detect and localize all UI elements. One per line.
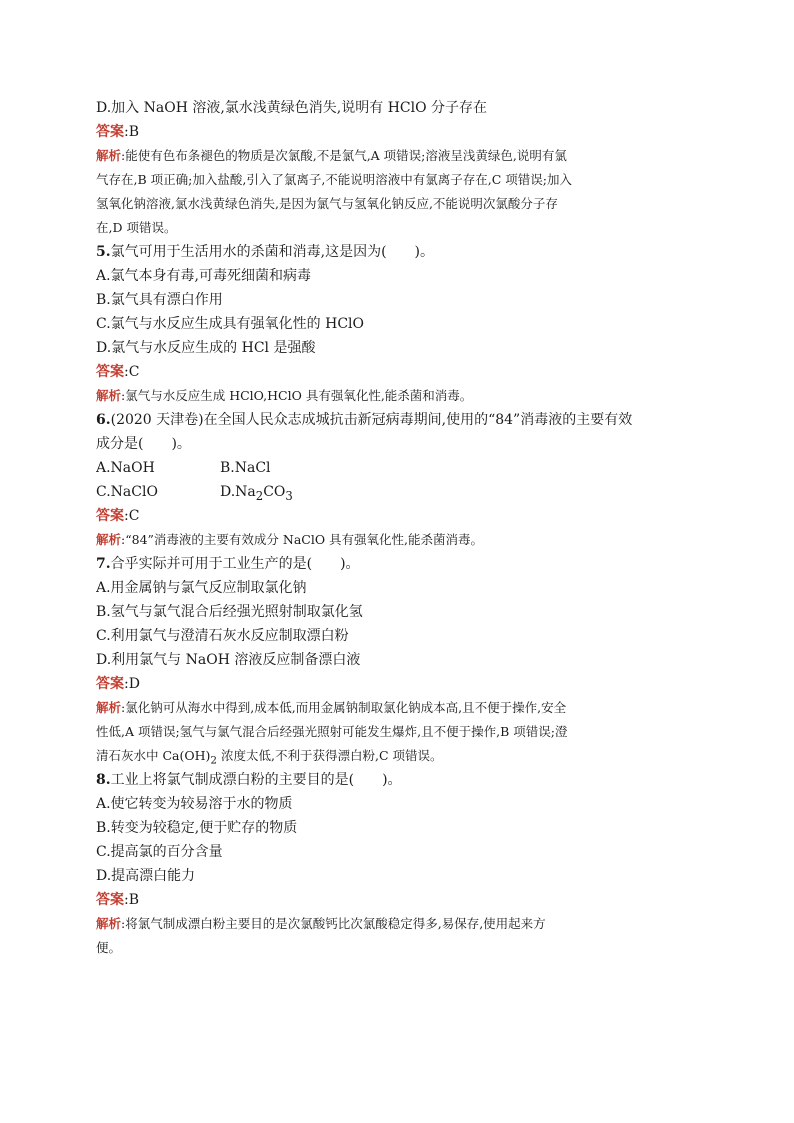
question-number: 5. <box>96 244 111 260</box>
answer-value: :C <box>124 364 140 380</box>
q5-option-b: B.氯气具有漂白作用 <box>96 292 223 308</box>
q8-option-b: B.转变为较稳定,便于贮存的物质 <box>96 820 298 836</box>
q8-explanation-line-1: 解析:将氯气制成漂白粉主要目的是次氯酸钙比次氯酸稳定得多,易保存,使用起来方 <box>96 916 546 931</box>
explanation-label: 解析 <box>96 388 122 403</box>
q6-option-b: B.NaCl <box>220 460 271 476</box>
q4-explanation-line-1: 解析:能使有色布条褪色的物质是次氯酸,不是氯气,A 项错误;溶液呈浅黄绿色,说明有氯 <box>96 148 567 163</box>
explanation-label: 解析 <box>96 700 122 715</box>
q6-stem-line-1: 6.(2020 天津卷)在全国人民众志成城抗击新冠病毒期间,使用的“84”消毒液的主要有效 <box>96 412 633 428</box>
q7-explanation-line-3: 清石灰水中 $Ca(OH)_2$ 浓度太低,不利于获得漂白粉,C 项错误。 <box>96 748 443 767</box>
answer-value: :B <box>124 892 140 908</box>
answer-label: 答案 <box>96 676 124 692</box>
answer-label: 答案 <box>96 364 124 380</box>
q6-stem-line-2: 成分是( )。 <box>96 436 191 452</box>
q7-answer <box>96 672 696 696</box>
document-content <box>96 96 696 960</box>
q7-explanation-line-2: 性低,A 项错误;氢气与氯气混合后经强光照射可能发生爆炸,且不便于操作,B 项错误;澄 <box>96 724 568 739</box>
answer-label: 答案 <box>96 124 124 140</box>
q7-stem: 7.合乎实际并可用于工业生产的是( )。 <box>96 556 360 572</box>
answer-value: :C <box>124 508 140 524</box>
q6-explanation-line-1: 解析:“84”消毒液的主要有效成分 NaClO 具有强氧化性,能杀菌消毒。 <box>96 532 484 547</box>
q7-explanation-line-1: 解析:氯化钠可从海水中得到,成本低,而用金属钠制取氯化钠成本高,且不便于操作,安全 <box>96 700 567 715</box>
q4-explanation-line-2: 气存在,B 项正确;加入盐酸,引入了氯离子,不能说明溶液中有氯离子存在,C 项错误;加入 <box>96 172 573 187</box>
q4-answer <box>96 120 696 144</box>
q8-option-d: D.提高漂白能力 <box>96 868 196 884</box>
q6-option-d: $D.Na_2CO_3$ <box>220 484 293 503</box>
q5-option-a: A.氯气本身有毒,可毒死细菌和病毒 <box>96 268 312 284</box>
q7-option-d: D.利用氯气与 NaOH 溶液反应制备漂白液 <box>96 652 361 668</box>
answer-value: :D <box>124 676 140 692</box>
explanation-label: 解析 <box>96 532 122 547</box>
explanation-label: 解析 <box>96 148 122 163</box>
question-number: 8. <box>96 772 111 788</box>
q8-option-a: A.使它转变为较易溶于水的物质 <box>96 796 293 812</box>
question-number: 7. <box>96 556 111 572</box>
q6-option-c: C.NaClO <box>96 484 158 500</box>
q4-option-d: D.加入 NaOH 溶液,氯水浅黄绿色消失,说明有 HClO 分子存在 <box>96 100 488 116</box>
q7-option-c: C.利用氯气与澄清石灰水反应制取漂白粉 <box>96 628 349 644</box>
q4-explanation-line-3: 氢氧化钠溶液,氯水浅黄绿色消失,是因为氯气与氢氧化钠反应,不能说明次氯酸分子存 <box>96 196 558 211</box>
q6-answer <box>96 504 696 528</box>
q8-explanation-line-2: 便。 <box>96 940 122 955</box>
q6-options-row-1 <box>96 456 696 480</box>
question-number: 6. <box>96 412 111 428</box>
answer-label: 答案 <box>96 508 124 524</box>
q8-stem: 8.工业上将氯气制成漂白粉的主要目的是( )。 <box>96 772 402 788</box>
explanation-label: 解析 <box>96 916 122 931</box>
q8-option-c: C.提高氯的百分含量 <box>96 844 223 860</box>
q7-option-a: A.用金属钠与氯气反应制取氯化钠 <box>96 580 307 596</box>
answer-label: 答案 <box>96 892 124 908</box>
answer-value: :B <box>124 124 140 140</box>
q6-options-row-2 <box>96 480 696 504</box>
q5-explanation-line-1: 解析:氯气与水反应生成 HClO,HClO 具有强氧化性,能杀菌和消毒。 <box>96 388 473 403</box>
q5-option-c: C.氯气与水反应生成具有强氧化性的 HClO <box>96 316 364 332</box>
q5-option-d: D.氯气与水反应生成的 HCl 是强酸 <box>96 340 316 356</box>
q4-explanation-line-4: 在,D 项错误。 <box>96 220 177 235</box>
q7-option-b: B.氢气与氯气混合后经强光照射制取氯化氢 <box>96 604 363 620</box>
q5-stem: 5.氯气可用于生活用水的杀菌和消毒,这是因为( )。 <box>96 244 434 260</box>
q5-answer <box>96 360 696 384</box>
q8-answer <box>96 888 696 912</box>
q6-option-a: A.NaOH <box>96 460 155 476</box>
